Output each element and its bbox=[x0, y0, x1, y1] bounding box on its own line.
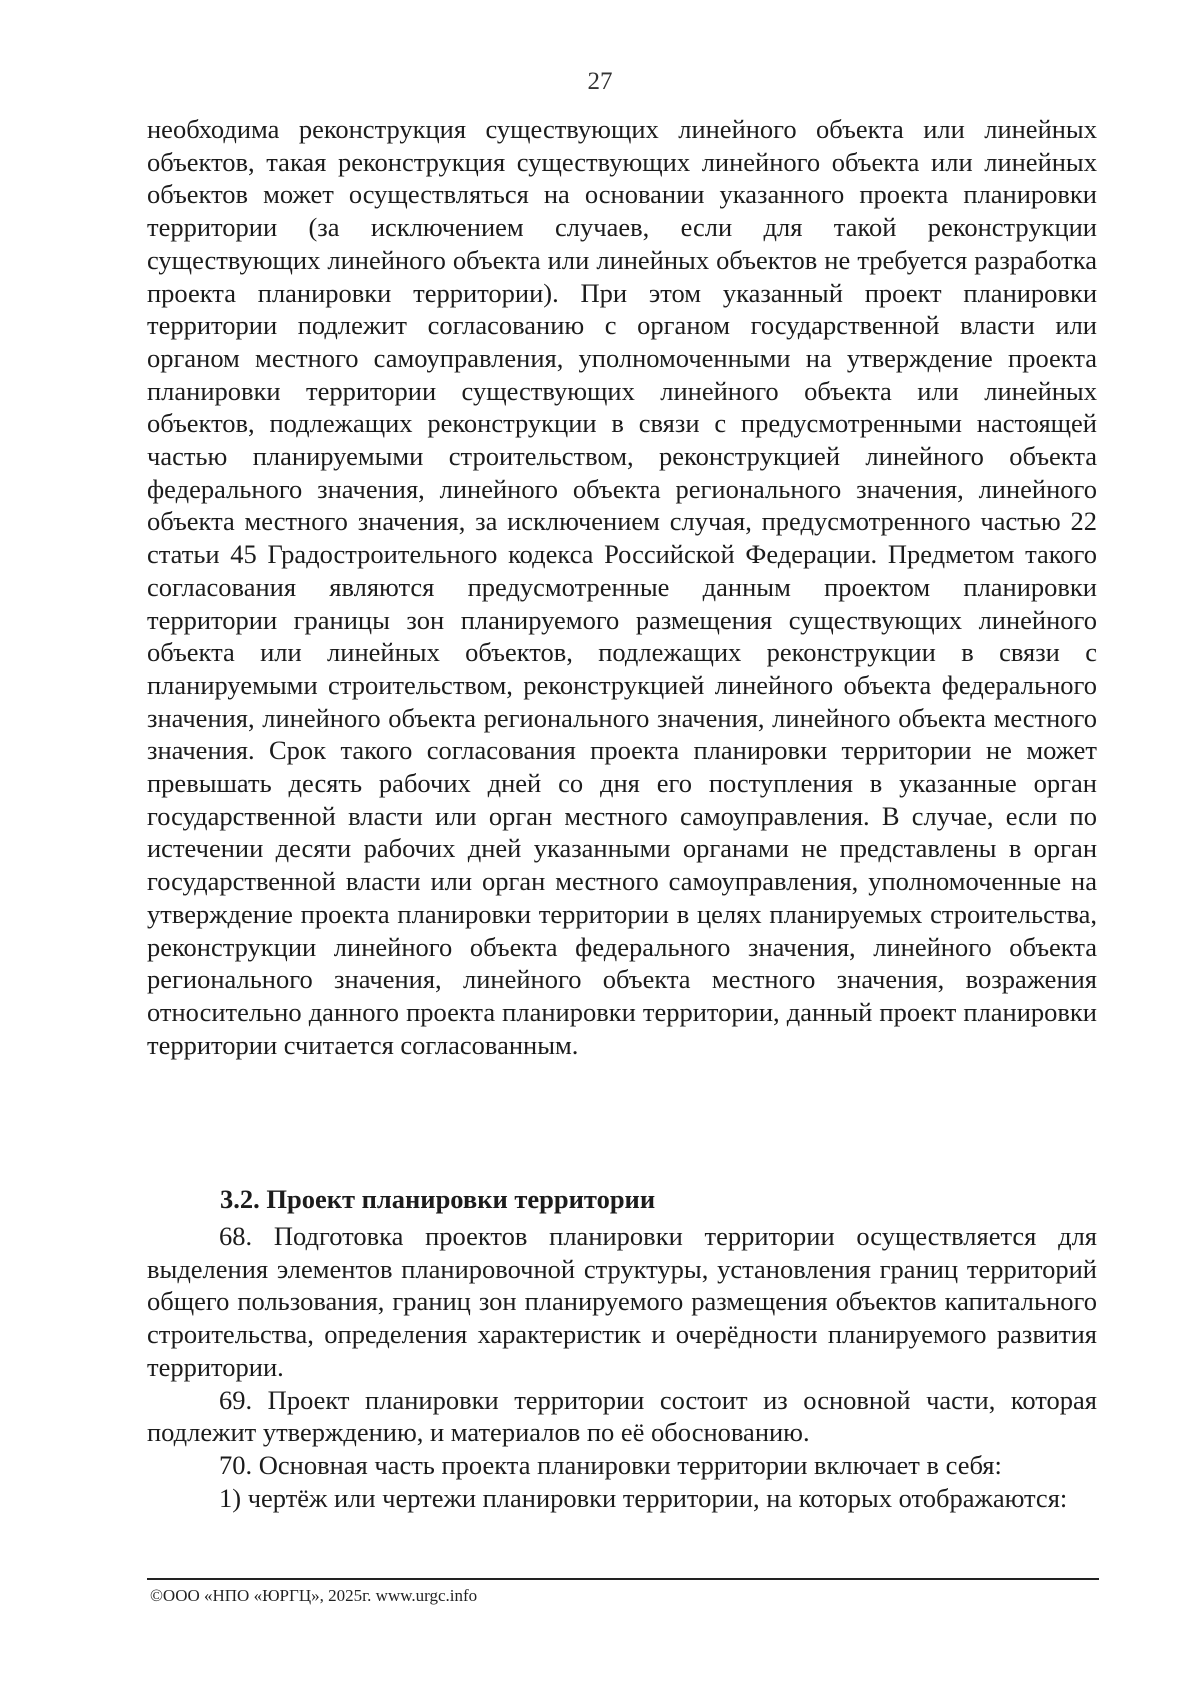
section-body bbox=[147, 1220, 1097, 1514]
intro-paragraph: необходима реконструкция существующих линейного объекта или линейных объектов, такая реконструкция существующих линейного объекта или линейных объектов может осуществляться на основании указанного проекта планировки территории (за исключением случаев, если для такой реконструкции существующих линейного объекта или линейных объектов не требуется разработка проекта планировки территории). При этом указанный проект планировки территории подлежит согласованию с органом государственной власти или органом местного самоуправления, уполномоченными на утверждение проекта планировки территории существующих линейного объекта или линейных объектов, подлежащих реконструкции в связи с предусмотренными настоящей частью планируемыми строительством, реконструкцией линейного объекта федерального значения, линейного объекта регионального значения, линейного объекта местного значения, за исключением случая, предусмотренного частью 22 статьи 45 Градостроительного кодекса Российской Федерации. Предметом такого согласования являются предусмотренные данным проектом планировки территории границы зон планируемого размещения существующих линейного объекта или линейных объектов, подлежащих реконструкции в связи с планируемыми строительством, реконструкцией линейного объекта федерального значения, линейного объекта регионального значения, линейного объекта местного значения. Срок такого согласования проекта планировки территории не может превышать десять рабочих дней со дня его поступления в указанные орган государственной власти или орган местного самоуправления. В случае, если по истечении десяти рабочих дней указанными органами не представлены в орган государственной власти или орган местного самоуправления, уполномоченные на утверждение проекта планировки территории в целях планируемых строительства, реконструкции линейного объекта федерального значения, линейного объекта регионального значения, линейного объекта местного значения, возражения относительно данного проекта планировки территории, данный проект планировки территории считается согласованным. bbox=[147, 114, 1097, 1060]
footer-divider bbox=[147, 1578, 1099, 1580]
paragraph-68: 68. Подготовка проектов планировки территории осуществляется для выделения элементов планировочной структуры, установления границ территорий общего пользования, границ зон планируемого размещения объектов капитального строительства, определения характеристик и очерёдности планируемого развития территории. bbox=[147, 1221, 1097, 1382]
page-number: 27 bbox=[587, 68, 613, 95]
footer-copyright: ©ООО «НПО «ЮРГЦ», 2025г. www.urgc.info bbox=[150, 1586, 478, 1605]
body-text-continued bbox=[147, 113, 1097, 1061]
section-heading: 3.2. Проект планировки территории bbox=[220, 1184, 656, 1214]
list-item-1: 1) чертёж или чертежи планировки территории, на которых отображаются: bbox=[219, 1482, 1068, 1513]
paragraph-69: 69. Проект планировки территории состоит из основной части, которая подлежит утверждению, и материалов по её обоснованию. bbox=[147, 1384, 1097, 1448]
paragraph-70: 70. Основная часть проекта планировки территории включает в себя: bbox=[219, 1449, 1002, 1480]
